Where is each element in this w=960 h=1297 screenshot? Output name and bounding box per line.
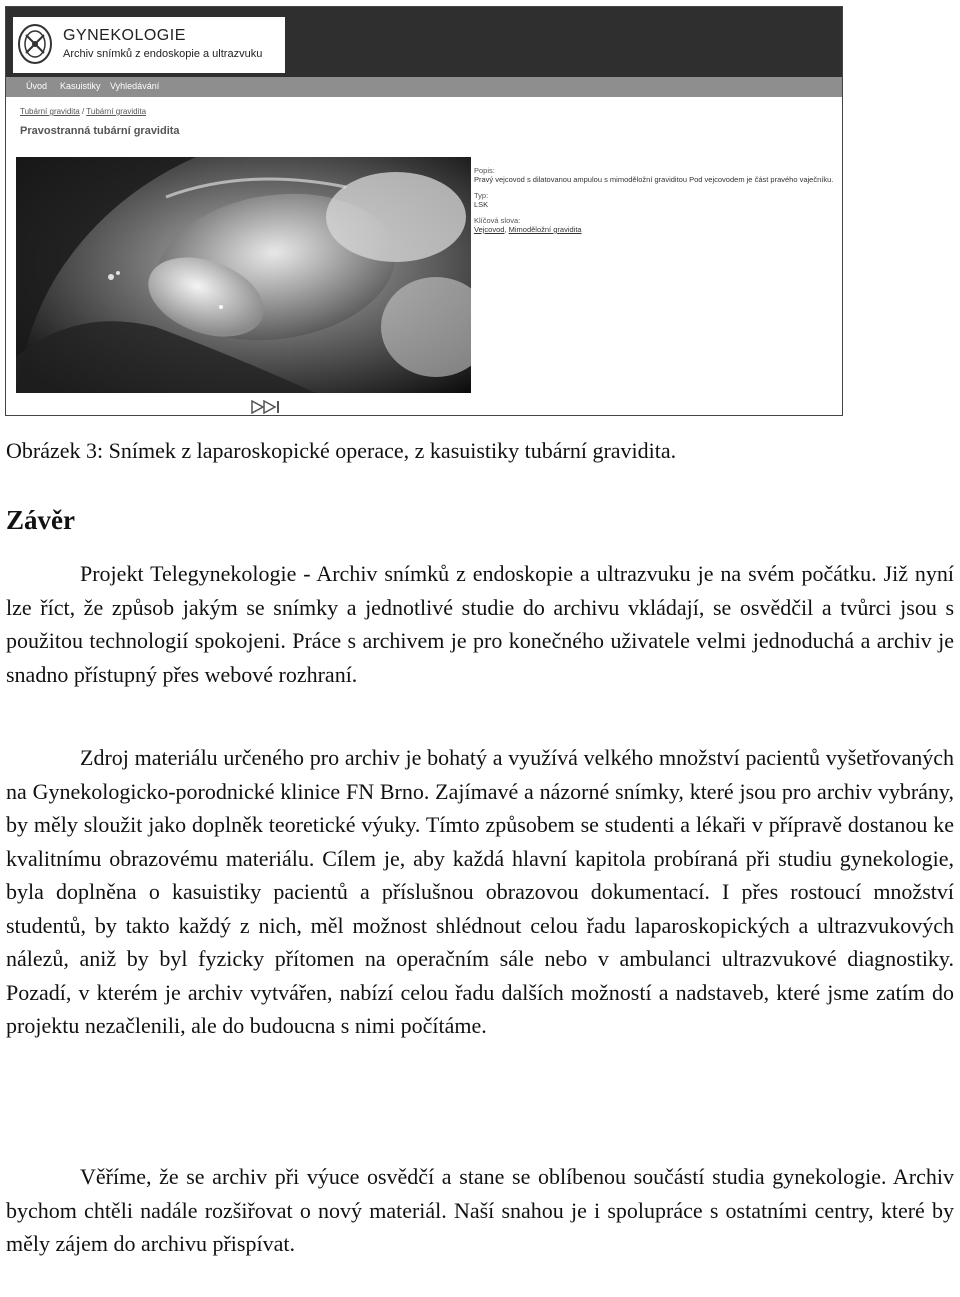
paragraph-2 <box>6 741 954 1043</box>
paragraph-2-text: Zdroj materiálu určeného pro archiv je bohatý a využívá velkého množství pacientů vyšetřovaných na Gynekologicko-porodnické klinice FN Brno. Zajímavé a názorné snímky, které jsou pro archiv vybrány, by měly sloužit jako doplněk teoretické výuky. Tímto způsobem se studenti a lékaři v přípravě dostanou ke kvalitnímu obrazovému materiálu. Cílem je, aby každá hlavní kapitola probíraná při studiu gynekologie, byla doplněna o kasuistiky pacientů a příslušnou obrazovou dokumentací. I přes rostoucí množství studentů, by takto každý z nich, měl možnost shlédnout celou řadu laparoskopických a ultrazvukových nálezů, aniž by byl fyzicky přítomen na operačním sále nebo v ambulanci ultrazvukové diagnostiky. Pozadí, v kterém je archiv vytvářen, nabízí celou řadu dalších možností a nadstaveb, které jsme zatím do projektu nezačlenili, ale do budoucna s nimi počítáme. <box>6 745 954 1038</box>
case-info-panel <box>474 166 834 234</box>
type-label: Typ: <box>474 191 489 200</box>
logo-subtitle: Archiv snímků z endoskopie a ultrazvuku <box>63 48 263 60</box>
description-label: Popis: <box>474 166 495 175</box>
paragraph-3 <box>6 1160 954 1261</box>
keywords-label: Klíčová slova: <box>474 216 521 225</box>
logo-title: GYNEKOLOGIE <box>63 27 186 44</box>
keyword-link-2[interactable]: Mimoděložní gravidita <box>508 225 582 234</box>
page-title: Pravostranná tubární gravidita <box>20 125 180 137</box>
laparoscopy-image <box>16 157 471 393</box>
keywords-separator: , <box>504 225 509 234</box>
double-play-arrows-icon[interactable] <box>251 400 281 414</box>
site-nav <box>6 77 842 97</box>
logo-emblem-icon <box>17 23 53 65</box>
keywords-list <box>474 225 834 234</box>
breadcrumb <box>20 107 146 116</box>
breadcrumb-separator: / <box>81 107 85 116</box>
type-value: LSK <box>474 200 489 209</box>
figure-caption: Obrázek 3: Snímek z laparoskopické operace, z kasuistiky tubární gravidita. <box>6 438 677 463</box>
nav-item-vyhledavani[interactable]: Vyhledávání <box>110 81 160 91</box>
site-logo[interactable] <box>13 17 285 73</box>
paragraph-1-text: Projekt Telegynekologie - Archiv snímků z endoskopie a ultrazvuku je na svém počátku. Již nyní lze říct, že způsob jakým se snímky a jednotlivé studie do archivu vkládají, se osvědčil a tvůrci jsou s použitou technologií spokojeni. Práce s archivem je pro konečného uživatele velmi jednoduchá a archiv je snadno přístupný přes webové rozhraní. <box>6 561 954 687</box>
breadcrumb-link-2[interactable]: Tubární gravidita <box>86 107 147 116</box>
keyword-link-1[interactable]: Vejcovod <box>474 225 505 234</box>
description-text: Pravý vejcovod s dilatovanou ampulou s mimoděložní graviditou Pod vejcovodem je část pravého vaječníku. <box>474 175 834 184</box>
paragraph-1 <box>6 557 954 691</box>
site-header <box>6 7 842 77</box>
section-heading: Závěr <box>6 505 75 535</box>
breadcrumb-link-1[interactable]: Tubární gravidita <box>20 107 80 116</box>
nav-item-uvod[interactable]: Úvod <box>26 81 48 91</box>
archive-screenshot <box>5 6 843 416</box>
nav-item-kasuistiky[interactable]: Kasuistiky <box>60 81 101 91</box>
paragraph-3-text: Věříme, že se archiv při výuce osvědčí a stane se oblíbenou součástí studia gynekologie. Archiv bychom chtěli nadále rozšiřovat o nový materiál. Naší snahou je i spolupráce s ostatními centry, které by měly zájem do archivu přispívat. <box>6 1164 954 1256</box>
